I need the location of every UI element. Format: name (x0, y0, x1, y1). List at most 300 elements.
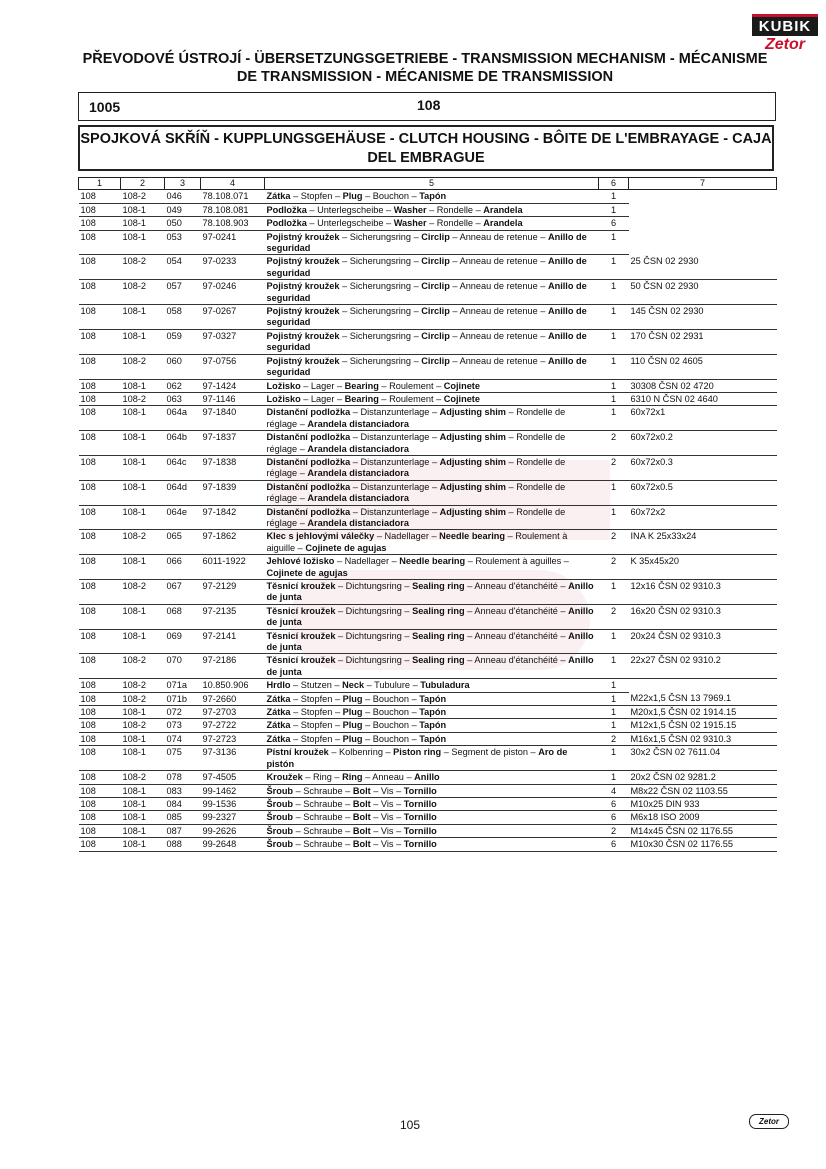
table-row (79, 190, 777, 203)
col-part-number: 97-2703 (201, 706, 265, 719)
col-ref: 108-1 (121, 604, 165, 629)
col-unit: 108 (79, 455, 121, 480)
desc-es: Arandela (483, 204, 523, 215)
desc-de: Stopfen (300, 707, 333, 718)
separator: – (350, 481, 361, 492)
column-header: 1 (79, 178, 121, 190)
separator: – (557, 630, 569, 641)
desc-de: Sicherungsring (349, 281, 412, 292)
separator: – (342, 785, 353, 796)
col-description (265, 455, 599, 480)
separator: – (393, 839, 404, 850)
desc-cz: Podložka (266, 218, 307, 229)
desc-cz: Šroub (266, 812, 294, 823)
col-ref: 108-2 (121, 392, 165, 405)
col-position: 064e (165, 505, 201, 530)
col-note (629, 217, 777, 230)
desc-es: Anillo de junta (266, 655, 594, 677)
desc-cz: Těsnicí kroužek (266, 605, 336, 616)
col-ref: 108-1 (121, 455, 165, 480)
col-unit: 108 (79, 629, 121, 654)
col-ref: 108-1 (121, 505, 165, 530)
desc-en: Adjusting shim (439, 407, 506, 418)
desc-en: Circlip (421, 231, 450, 242)
desc-cz: Ložisko (266, 380, 301, 391)
desc-fr: Tubulure (374, 680, 411, 691)
desc-en: Plug (342, 693, 363, 704)
separator: – (411, 281, 422, 292)
col-description (265, 329, 599, 354)
col-quantity: 1 (599, 654, 629, 679)
col-ref: 108-1 (121, 706, 165, 719)
desc-cz: Šroub (266, 785, 294, 796)
col-quantity: 1 (599, 706, 629, 719)
separator: – (464, 605, 475, 616)
col-note: 145 ČSN 02 2930 (629, 305, 777, 330)
col-part-number: 97-2723 (201, 732, 265, 745)
column-header: 5 (265, 178, 599, 190)
separator: – (383, 204, 394, 215)
separator: – (449, 256, 460, 267)
separator: – (339, 355, 350, 366)
col-unit: 108 (79, 280, 121, 305)
col-description (265, 505, 599, 530)
separator: – (505, 432, 517, 443)
table-row (79, 329, 777, 354)
zetor-logo: Zetor (765, 36, 805, 53)
desc-en: Bolt (352, 798, 371, 809)
separator: – (410, 680, 421, 691)
col-description (265, 679, 599, 692)
desc-fr: Bouchon (372, 720, 410, 731)
table-row (79, 732, 777, 745)
desc-cz: Šroub (266, 798, 294, 809)
desc-es: Anillo de seguridad (266, 231, 587, 254)
col-note: 16x20 ČSN 02 9310.3 (629, 604, 777, 629)
col-description (265, 797, 599, 810)
col-position: 074 (165, 732, 201, 745)
separator: – (441, 747, 452, 758)
col-part-number: 97-0241 (201, 230, 265, 255)
col-position: 071a (165, 679, 201, 692)
col-note: 25 ČSN 02 2930 (629, 255, 777, 280)
col-note: M10x30 ČSN 02 1176.55 (629, 838, 777, 851)
separator: – (370, 839, 381, 850)
col-unit: 108 (79, 784, 121, 797)
desc-es: Tornillo (403, 825, 437, 836)
col-quantity: 1 (599, 190, 629, 203)
col-ref: 108-1 (121, 203, 165, 216)
col-note: 170 ČSN 02 2931 (629, 329, 777, 354)
desc-de: Lager (310, 380, 335, 391)
table-row (79, 692, 777, 705)
desc-es: Anillo de seguridad (266, 281, 587, 303)
col-quantity: 1 (599, 305, 629, 330)
col-ref: 108-1 (121, 329, 165, 354)
column-header: 2 (121, 178, 165, 190)
desc-de: Sicherungsring (349, 355, 412, 366)
separator: – (473, 218, 484, 229)
col-ref: 108-1 (121, 305, 165, 330)
desc-es: Anillo de junta (266, 630, 594, 653)
col-position: 050 (165, 217, 201, 230)
separator: – (557, 655, 569, 666)
col-quantity: 1 (599, 379, 629, 392)
col-note: 110 ČSN 02 4605 (629, 354, 777, 379)
col-description (265, 654, 599, 679)
separator: – (449, 306, 460, 317)
col-quantity: 2 (599, 530, 629, 555)
col-unit: 108 (79, 230, 121, 255)
col-quantity: 1 (599, 746, 629, 771)
col-description (265, 230, 599, 255)
desc-de: Stopfen (300, 720, 333, 731)
separator: – (302, 772, 313, 783)
col-unit: 108 (79, 811, 121, 824)
col-position: 085 (165, 811, 201, 824)
col-quantity: 1 (599, 329, 629, 354)
col-part-number: 97-1862 (201, 530, 265, 555)
table-row (79, 480, 777, 505)
col-unit: 108 (79, 305, 121, 330)
desc-es: Anillo de seguridad (266, 256, 587, 278)
desc-en: Adjusting shim (439, 456, 506, 467)
desc-de: Distanzunterlage (360, 407, 430, 418)
desc-fr: Roulement à aiguille (266, 531, 568, 553)
col-position: 053 (165, 230, 201, 255)
desc-es: Arandela distanciadora (307, 493, 409, 504)
col-position: 060 (165, 354, 201, 379)
col-unit: 108 (79, 746, 121, 771)
col-description (265, 771, 599, 784)
col-quantity: 1 (599, 255, 629, 280)
desc-cz: Hrdlo (266, 680, 291, 691)
separator: – (393, 785, 404, 796)
desc-en: Bearing (344, 380, 379, 391)
separator: – (297, 517, 308, 528)
separator: – (537, 355, 548, 366)
desc-cz: Zátka (266, 733, 291, 744)
col-note: M22x1,5 ČSN 13 7969.1 (629, 692, 777, 705)
col-description (265, 406, 599, 431)
col-part-number: 97-2141 (201, 629, 265, 654)
desc-de: Dichtungsring (345, 655, 402, 666)
desc-en: Adjusting shim (439, 506, 506, 517)
separator: – (362, 772, 373, 783)
table-row (79, 217, 777, 230)
col-part-number: 97-0267 (201, 305, 265, 330)
desc-de: Schraube (303, 798, 343, 809)
desc-fr: Rondelle de réglage (266, 432, 566, 454)
col-unit: 108 (79, 505, 121, 530)
col-part-number: 78.108.903 (201, 217, 265, 230)
table-row (79, 811, 777, 824)
col-position: 083 (165, 784, 201, 797)
col-quantity: 2 (599, 431, 629, 456)
desc-de: Distanzunterlage (360, 456, 430, 467)
col-position: 064a (165, 406, 201, 431)
col-unit: 108 (79, 255, 121, 280)
desc-cz: Zátka (266, 720, 291, 731)
desc-en: Washer (393, 204, 427, 215)
desc-de: Stopfen (300, 693, 333, 704)
col-unit: 108 (79, 732, 121, 745)
table-row (79, 392, 777, 405)
col-unit: 108 (79, 431, 121, 456)
desc-es: Anillo de seguridad (266, 306, 587, 328)
col-ref: 108-2 (121, 771, 165, 784)
separator: – (433, 393, 444, 404)
col-position: 088 (165, 838, 201, 851)
desc-es: Tapón (419, 191, 447, 202)
col-description (265, 824, 599, 837)
desc-cz: Podložka (266, 204, 307, 215)
col-quantity: 1 (599, 679, 629, 692)
table-header-row (79, 178, 777, 190)
separator: – (429, 481, 440, 492)
table-row (79, 203, 777, 216)
desc-en: Plug (342, 733, 363, 744)
col-description (265, 746, 599, 771)
separator: – (505, 506, 517, 517)
table-row (79, 784, 777, 797)
separator: – (290, 733, 301, 744)
separator: – (350, 506, 361, 517)
col-part-number: 6011-1922 (201, 555, 265, 580)
col-part-number: 97-1424 (201, 379, 265, 392)
separator: – (409, 191, 420, 202)
separator: – (409, 707, 420, 718)
separator: – (300, 380, 311, 391)
table-row (79, 719, 777, 732)
separator: – (557, 605, 569, 616)
col-part-number: 97-1839 (201, 480, 265, 505)
col-part-number: 97-0756 (201, 354, 265, 379)
col-unit: 108 (79, 706, 121, 719)
col-description (265, 811, 599, 824)
separator: – (378, 393, 390, 404)
table-row (79, 230, 777, 255)
col-ref: 108-1 (121, 784, 165, 797)
col-unit: 108 (79, 719, 121, 732)
separator: – (331, 772, 343, 783)
col-part-number: 97-1146 (201, 392, 265, 405)
separator: – (342, 839, 353, 850)
desc-en: Plug (342, 707, 363, 718)
desc-fr: Rondelle de réglage (266, 506, 566, 528)
desc-en: Sealing ring (412, 605, 465, 616)
desc-en: Adjusting shim (439, 481, 506, 492)
col-position: 049 (165, 203, 201, 216)
desc-es: Cojinete de agujas (266, 567, 348, 578)
page-number: 105 (400, 1118, 421, 1132)
col-description (265, 530, 599, 555)
col-position: 066 (165, 555, 201, 580)
col-ref: 108-2 (121, 580, 165, 605)
desc-de: Dichtungsring (345, 581, 402, 591)
separator: – (334, 380, 345, 391)
separator: – (393, 825, 404, 836)
desc-es: Aro de pistón (266, 747, 568, 769)
col-position: 071b (165, 692, 201, 705)
separator: – (537, 231, 548, 242)
col-part-number: 97-0233 (201, 255, 265, 280)
desc-fr: Roulement (389, 380, 434, 391)
separator: – (449, 330, 460, 341)
parts-table-body (79, 190, 777, 851)
col-ref: 108-2 (121, 719, 165, 732)
table-row (79, 280, 777, 305)
col-description (265, 354, 599, 379)
col-description (265, 305, 599, 330)
col-quantity: 1 (599, 505, 629, 530)
col-note: 30308 ČSN 02 4720 (629, 379, 777, 392)
separator: – (429, 506, 440, 517)
col-unit: 108 (79, 797, 121, 810)
separator: – (332, 191, 343, 202)
separator: – (429, 407, 440, 418)
desc-cz: Pojistný kroužek (266, 281, 340, 292)
desc-fr: Anneau de retenue (459, 231, 538, 242)
col-position: 073 (165, 719, 201, 732)
desc-cz: Pojistný kroužek (266, 306, 340, 317)
separator: – (342, 798, 353, 809)
col-description (265, 280, 599, 305)
desc-cz: Zátka (266, 707, 291, 718)
col-note (629, 679, 777, 692)
desc-fr: Rondelle de réglage (266, 481, 566, 504)
col-note: 60x72x1 (629, 406, 777, 431)
desc-fr: Segment de piston (451, 747, 528, 758)
col-part-number: 97-2660 (201, 692, 265, 705)
separator: – (383, 218, 394, 229)
separator: – (297, 443, 308, 454)
col-description (265, 719, 599, 732)
col-unit: 108 (79, 379, 121, 392)
separator: – (350, 456, 361, 467)
col-position: 068 (165, 604, 201, 629)
kubik-logo: KUBIK (752, 14, 818, 36)
col-ref: 108-1 (121, 217, 165, 230)
separator: – (293, 812, 304, 823)
desc-es: Tornillo (403, 798, 437, 809)
desc-de: Lager (310, 393, 335, 404)
col-ref: 108-2 (121, 530, 165, 555)
separator: – (332, 720, 343, 731)
col-part-number: 97-3136 (201, 746, 265, 771)
desc-de: Nadellager (344, 556, 390, 567)
col-position: 078 (165, 771, 201, 784)
separator: – (332, 693, 343, 704)
desc-es: Anillo de junta (266, 605, 594, 628)
col-part-number: 97-2722 (201, 719, 265, 732)
col-ref: 108-1 (121, 746, 165, 771)
col-part-number: 99-2648 (201, 838, 265, 851)
desc-en: Sealing ring (412, 581, 465, 591)
separator: – (429, 456, 440, 467)
separator: – (505, 481, 517, 492)
desc-es: Tapón (419, 707, 447, 718)
desc-es: Anillo (414, 772, 440, 783)
col-note: 60x72x0.3 (629, 455, 777, 480)
table-row (79, 379, 777, 392)
col-ref: 108-2 (121, 692, 165, 705)
separator: – (433, 380, 444, 391)
col-unit: 108 (79, 838, 121, 851)
desc-de: Stutzen (300, 680, 332, 691)
separator: – (290, 720, 301, 731)
col-note: M20x1,5 ČSN 02 1914.15 (629, 706, 777, 719)
col-ref: 108-1 (121, 732, 165, 745)
col-description (265, 431, 599, 456)
col-description (265, 392, 599, 405)
separator: – (293, 825, 304, 836)
table-row (79, 505, 777, 530)
column-header: 6 (599, 178, 629, 190)
separator: – (409, 693, 420, 704)
desc-de: Dichtungsring (345, 630, 402, 641)
desc-fr: Vis (380, 839, 394, 850)
table-row (79, 555, 777, 580)
desc-fr: Anneau d'étanchéité (474, 655, 558, 666)
separator: – (290, 693, 301, 704)
col-part-number: 99-2327 (201, 811, 265, 824)
header-box (78, 92, 776, 121)
desc-es: Arandela distanciadora (307, 517, 409, 528)
separator: – (464, 655, 475, 666)
col-part-number: 97-2135 (201, 604, 265, 629)
col-quantity: 4 (599, 784, 629, 797)
desc-de: Sicherungsring (349, 306, 412, 317)
separator: – (389, 556, 400, 567)
desc-es: Arandela distanciadora (307, 443, 409, 454)
col-unit: 108 (79, 354, 121, 379)
separator: – (290, 707, 301, 718)
desc-en: Bolt (352, 812, 371, 823)
table-row (79, 305, 777, 330)
desc-en: Circlip (421, 256, 450, 267)
desc-de: Schraube (303, 825, 343, 836)
desc-de: Sicherungsring (349, 256, 412, 267)
separator: – (473, 204, 484, 215)
desc-en: Plug (342, 191, 363, 202)
col-ref: 108-1 (121, 838, 165, 851)
desc-fr: Roulement à aguilles (475, 556, 562, 567)
col-description (265, 838, 599, 851)
separator: – (297, 418, 308, 429)
col-ref: 108-2 (121, 354, 165, 379)
col-part-number: 97-0327 (201, 329, 265, 354)
col-quantity: 2 (599, 455, 629, 480)
desc-fr: Rondelle de réglage (266, 407, 566, 429)
separator: – (378, 380, 390, 391)
col-quantity: 1 (599, 771, 629, 784)
desc-en: Plug (342, 720, 363, 731)
separator: – (401, 581, 413, 591)
desc-fr: Anneau d'étanchéité (474, 630, 558, 641)
col-part-number: 97-2129 (201, 580, 265, 605)
col-position: 063 (165, 392, 201, 405)
separator: – (331, 680, 343, 691)
desc-de: Sicherungsring (349, 231, 412, 242)
separator: – (403, 772, 415, 783)
separator: – (335, 581, 346, 591)
col-description (265, 706, 599, 719)
table-row (79, 354, 777, 379)
col-part-number: 97-1838 (201, 455, 265, 480)
desc-fr: Bouchon (372, 693, 410, 704)
desc-cz: Pístní kroužek (266, 747, 329, 758)
